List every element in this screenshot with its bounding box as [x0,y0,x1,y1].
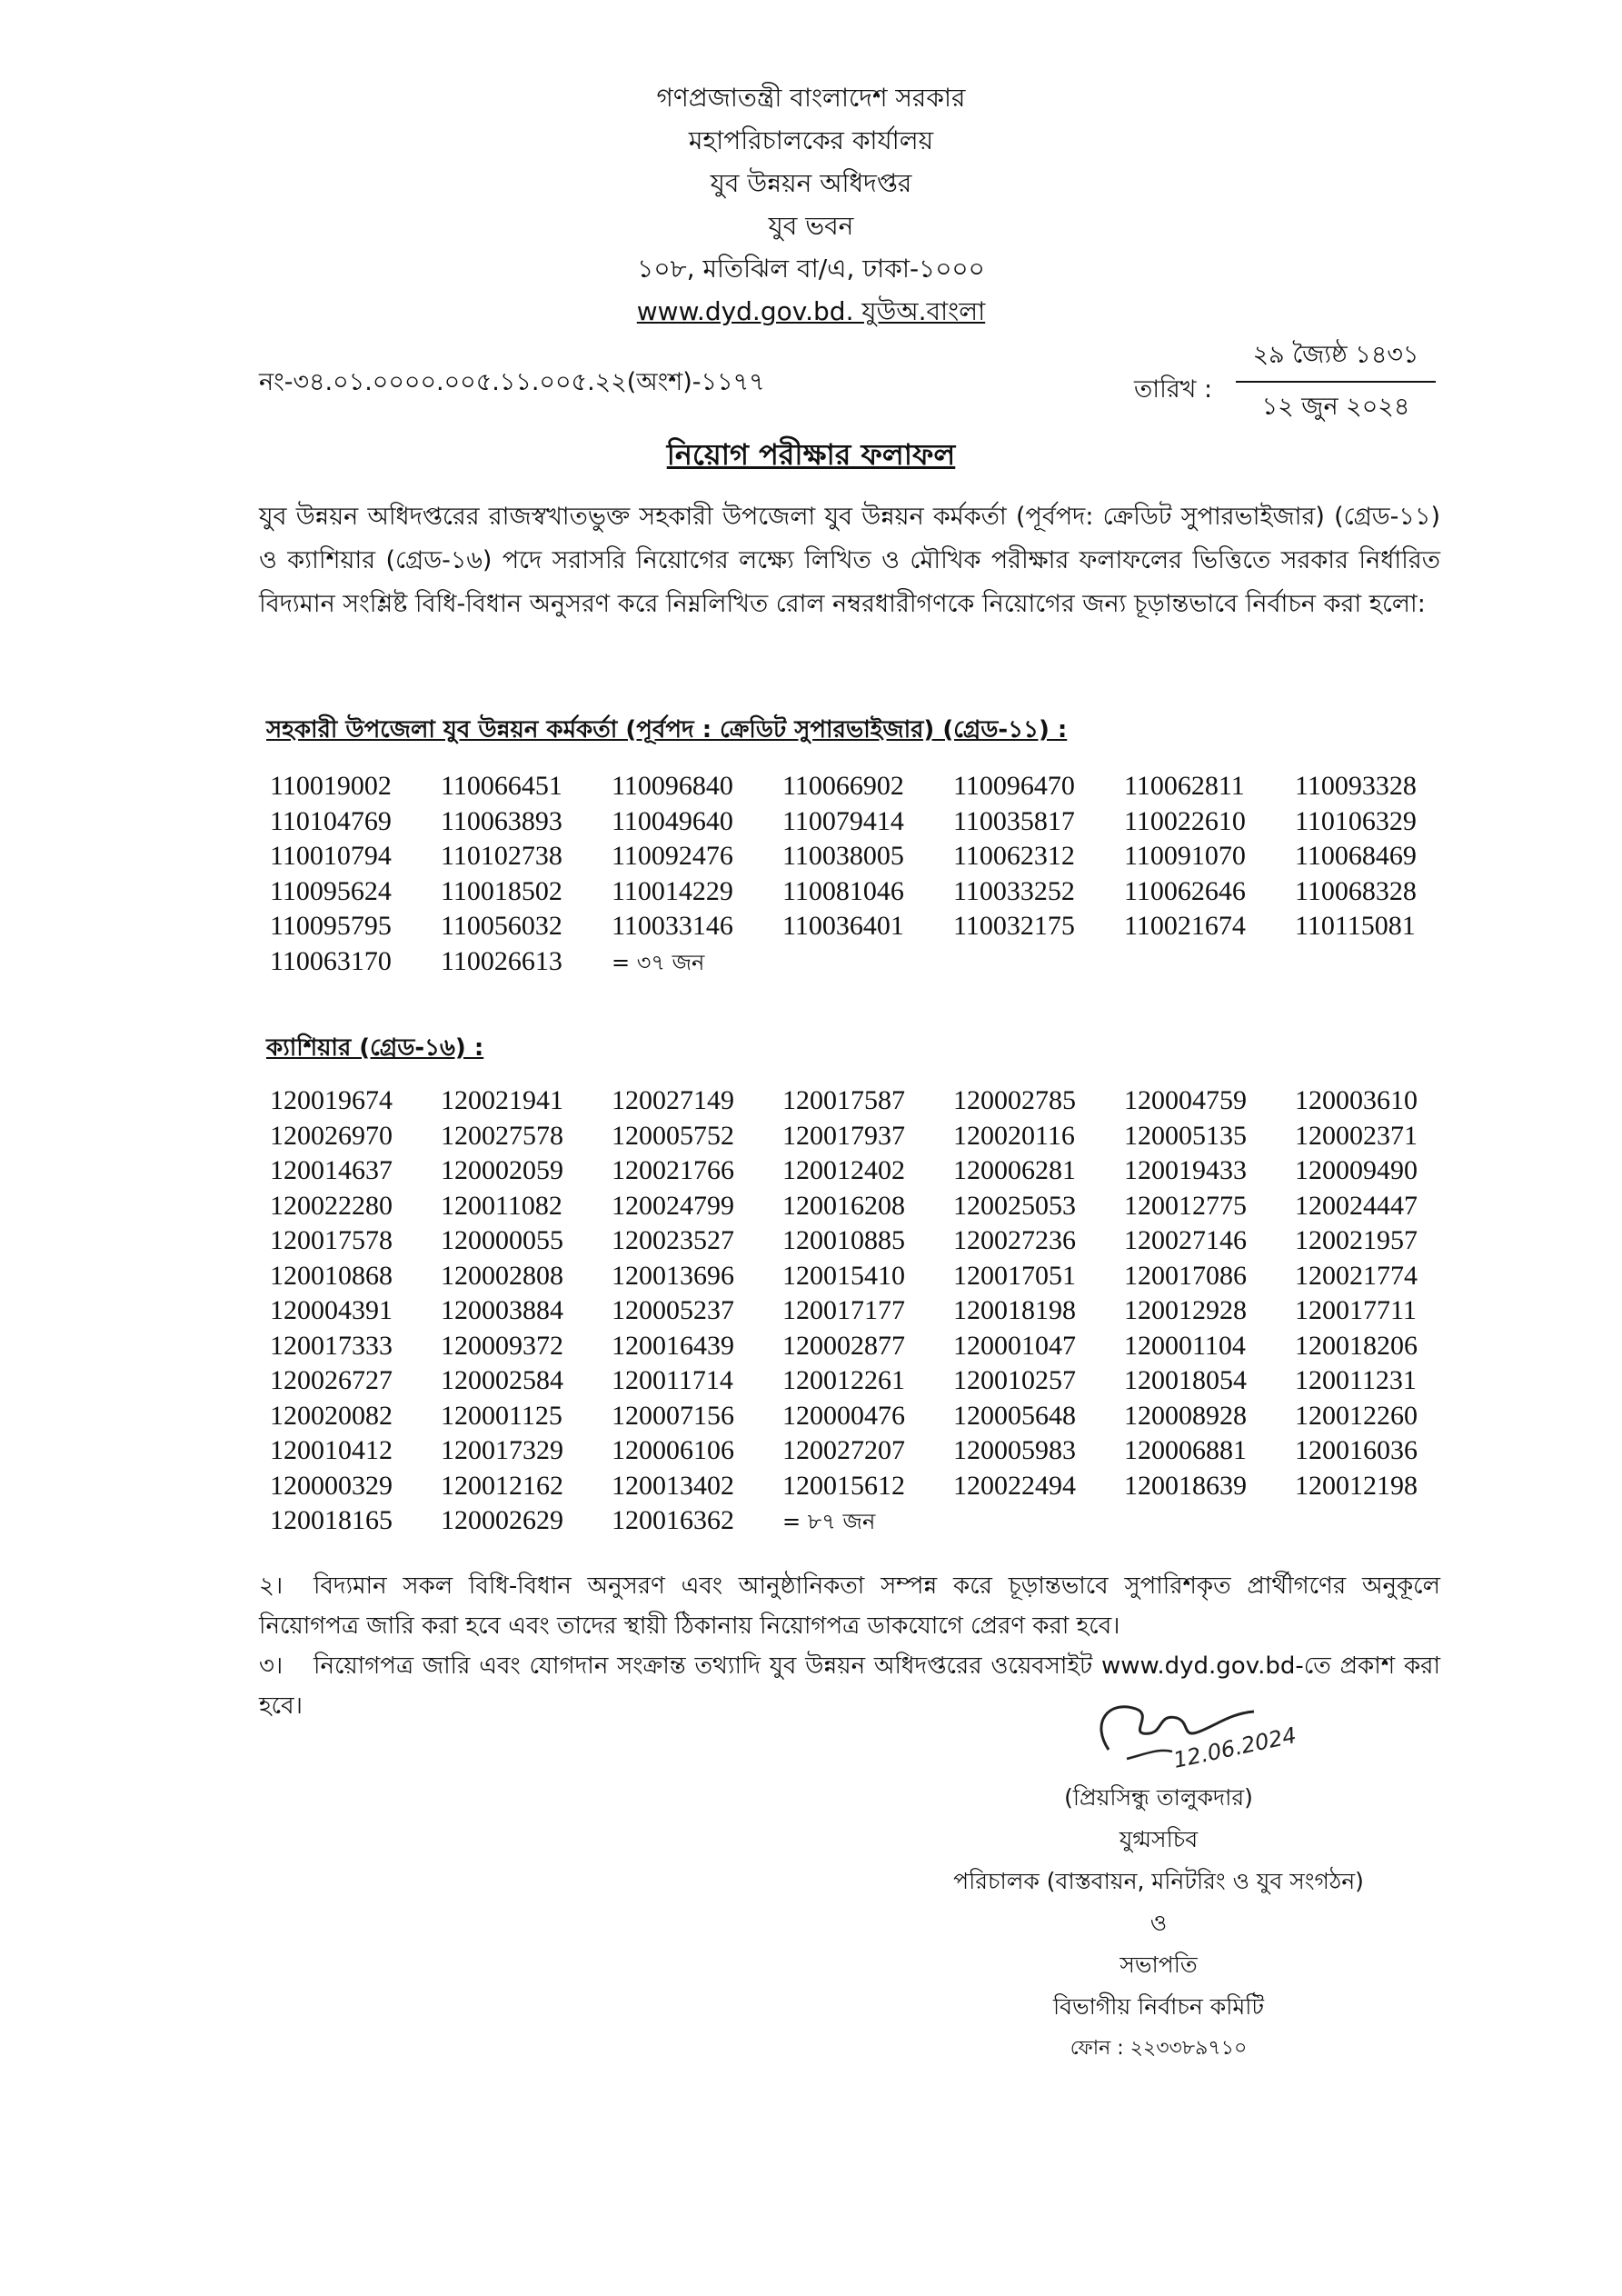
roll-row [270,946,1466,982]
date-label: তারিখ : [1134,375,1213,404]
note-text: বিদ্যমান সকল বিধি-বিধান অনুসরণ এবং আনুষ্ঠানিকতা সম্পন্ন করে চূড়ান্তভাবে সুপারিশকৃত প্রার্থীগণের অনুকূলে নিয়োগপত্র জারি করা হবে এবং তাদের স্থায়ী ঠিকানায় নিয়োগপত্র ডাকযোগে প্রেরণ করা হবে। [259,1572,1440,1640]
signatory-designation: যুগ্মসচিব [1119,1826,1199,1852]
roll-number: 110033146 [612,911,733,941]
roll-number: 120010885 [782,1225,905,1255]
roll-number: 120012162 [441,1470,563,1501]
section-1-roll-list [270,771,1466,981]
roll-number: 120001125 [441,1400,562,1431]
roll-number: 110068469 [1295,841,1417,871]
roll-number: 120012775 [1124,1190,1247,1221]
roll-number: 120015612 [782,1470,905,1501]
roll-number: 120016208 [782,1190,905,1221]
roll-row [270,1505,1466,1541]
roll-number: 120003610 [1295,1085,1418,1115]
roll-row [270,1085,1466,1121]
roll-number: 120016362 [612,1505,734,1535]
section-2-roll-list [270,1085,1466,1541]
roll-number: 120017587 [782,1085,905,1115]
roll-number: 120011714 [612,1365,733,1395]
roll-number: 120001104 [1124,1330,1246,1361]
roll-number: 110068328 [1295,875,1417,906]
roll-row [270,841,1466,876]
roll-number: 120009372 [441,1330,563,1361]
roll-number: 110062312 [953,841,1075,871]
roll-number: 110036401 [782,911,904,941]
signatory-committee: বিভাগীয় নির্বাচন কমিটি [1052,1993,1265,2020]
roll-number: 120008928 [1124,1400,1247,1431]
roll-row [270,1155,1466,1191]
roll-number: 120010868 [270,1260,393,1291]
roll-number: 110079414 [782,805,904,836]
roll-number: 120005237 [612,1295,734,1325]
roll-number: 120002059 [441,1155,563,1185]
roll-number: 120000329 [270,1470,393,1501]
roll-number: 120027236 [953,1225,1076,1255]
roll-number: 110106329 [1295,805,1417,836]
roll-row [270,1261,1466,1296]
roll-number: 120017578 [270,1225,393,1255]
office-name: মহাপরিচালকের কার্যালয় [688,125,934,155]
roll-number: 110102738 [441,841,562,871]
roll-number: 110081046 [782,875,904,906]
roll-row [270,771,1466,806]
total-count: = ৩৭ জন [612,949,705,975]
roll-number: 120012198 [1295,1470,1418,1501]
roll-number: 110093328 [1295,771,1417,801]
roll-number: 120010412 [270,1435,393,1465]
roll-row [270,1331,1466,1366]
roll-row [270,1401,1466,1436]
roll-row [270,1471,1466,1506]
note-number: ২। [259,1572,284,1600]
roll-number: 110115081 [1295,911,1416,941]
section-1-heading: সহকারী উপজেলা যুব উন্নয়ন কর্মকর্তা (পূর্বপদ : ক্রেডিট সুপারভাইজার) (গ্রেড-১১) : [266,716,1068,744]
roll-number: 120018198 [953,1295,1076,1325]
roll-number: 120006881 [1124,1435,1247,1465]
intro-paragraph: যুব উন্নয়ন অধিদপ্তরের রাজস্বখাতভুক্ত সহকারী উপজেলা যুব উন্নয়ন কর্মকর্তা (পূর্বপদ: ক্রেডিট সুপারভাইজার) (গ্রেড-১১) ও ক্যাশিয়ার (গ্রেড-১৬) পদে সরাসরি নিয়োগের লক্ষ্যে লিখিত ও মৌখিক পরীক্ষার ফলাফলের ভিত্তিতে সরকার নির্ধারিত বিদ্যমান সংশ্লিষ্ট বিধি-বিধান অনুসরণ করে নিম্নলিখিত রোল নম্বরধারীগণকে নিয়োগের জন্য চূড়ান্তভাবে নির্বাচন করা হলো: [259,503,1440,618]
total-count: = ৮৭ জন [782,1509,876,1534]
note-number: ৩। [259,1652,284,1680]
roll-number: 120027149 [612,1085,734,1115]
roll-number: 110032175 [953,911,1075,941]
roll-number: 110062646 [1124,875,1246,906]
roll-number: 120024799 [612,1190,734,1221]
roll-number: 120002371 [1295,1120,1418,1151]
roll-number: 120004391 [270,1295,393,1325]
roll-number: 120024447 [1295,1190,1418,1221]
roll-number: 120005752 [612,1120,734,1151]
roll-number: 110095795 [270,911,392,941]
roll-number: 120002629 [441,1505,563,1535]
roll-number: 120019674 [270,1085,393,1115]
roll-number: 110010794 [270,841,392,871]
roll-number: 120013696 [612,1260,734,1291]
website-link[interactable]: www.dyd.gov.bd. যুউঅ.বাংলা [636,296,986,326]
roll-number: 120002584 [441,1365,563,1395]
roll-number: 110104769 [270,805,392,836]
roll-number: 120021957 [1295,1225,1418,1255]
roll-number: 110096470 [953,771,1075,801]
roll-number: 120022280 [270,1190,393,1221]
roll-number: 120011231 [1295,1365,1417,1395]
roll-number: 120001047 [953,1330,1076,1361]
roll-number: 120002877 [782,1330,905,1361]
roll-number: 120017051 [953,1260,1076,1291]
roll-number: 120009490 [1295,1155,1418,1185]
section-2-heading: ক্যাশিয়ার (গ্রেড-১৬) : [266,1034,484,1062]
roll-number: 120011082 [441,1190,562,1221]
roll-number: 120007156 [612,1400,734,1431]
roll-number: 120017333 [270,1330,393,1361]
roll-number: 120017711 [1295,1295,1417,1325]
roll-number: 110049640 [612,805,733,836]
roll-number: 120021774 [1295,1260,1418,1291]
roll-number: 120016439 [612,1330,734,1361]
roll-number: 120000055 [441,1225,563,1255]
roll-number: 120022494 [953,1470,1076,1501]
roll-number: 120016036 [1295,1435,1418,1465]
date-english: ১২ জুন ২০২৪ [1261,393,1410,421]
roll-row [270,806,1466,842]
roll-number: 110038005 [782,841,904,871]
roll-number: 120018054 [1124,1365,1247,1395]
memo-number: নং-৩৪.০১.০০০০.০০৫.১১.০০৫.২২(অংশ)-১১৭৭ [259,368,765,396]
roll-number: 110095624 [270,875,392,906]
handwritten-signature [1072,1686,1309,1777]
roll-number: 120002785 [953,1085,1076,1115]
signatory-conjunction: ও [1149,1910,1168,1936]
roll-number: 120003884 [441,1295,563,1325]
roll-number: 120010257 [953,1365,1076,1395]
note-text: নিয়োগপত্র জারি এবং যোগদান সংক্রান্ত তথ্যাদি যুব উন্নয়ন অধিদপ্তরের ওয়েবসাইট www.dyd.gov.bd-তে প্রকাশ করা হবে। [259,1652,1440,1720]
signatory-chair: সভাপতি [1119,1952,1198,1978]
signatory-role: পরিচালক (বাস্তবায়ন, মনিটরিং ও যুব সংগঠন) [953,1868,1364,1894]
department-name: যুব উন্নয়ন অধিদপ্তর [710,168,912,198]
roll-number: 110021674 [1124,911,1246,941]
signatory-block [863,1777,1454,2070]
roll-number: 120021766 [612,1155,734,1185]
roll-number: 120019433 [1124,1155,1247,1185]
roll-number: 120026970 [270,1120,393,1151]
roll-number: 120020082 [270,1400,393,1431]
roll-row [270,1295,1466,1331]
roll-number: 120017086 [1124,1260,1247,1291]
roll-number: 120021941 [441,1085,563,1115]
roll-number: 110063170 [270,945,392,976]
roll-number: 110026613 [441,945,562,976]
roll-number: 120027578 [441,1120,563,1151]
roll-number: 110066451 [441,771,562,801]
date-bangla: ২৯ জ্যৈষ্ঠ ১৪৩১ [1236,336,1436,383]
roll-number: 120027146 [1124,1225,1247,1255]
roll-number: 120027207 [782,1435,905,1465]
roll-row [270,876,1466,912]
signatory-phone: ফোন : ২২৩৩৮৯৭১০ [1070,2037,1248,2060]
roll-number: 120005983 [953,1435,1076,1465]
roll-number: 110033252 [953,875,1075,906]
roll-number: 120026727 [270,1365,393,1395]
roll-number: 110018502 [441,875,562,906]
roll-number: 120012261 [782,1365,905,1395]
roll-number: 120000476 [782,1400,905,1431]
signature-date: 12.06.2024 [1170,1722,1299,1773]
roll-number: 120006281 [953,1155,1076,1185]
roll-number: 120017329 [441,1435,563,1465]
roll-number: 120015410 [782,1260,905,1291]
roll-number: 110014229 [612,875,733,906]
roll-number: 110092476 [612,841,733,871]
govt-name: গণপ্রজাতন্ত্রী বাংলাদেশ সরকার [656,83,966,113]
roll-number: 120018206 [1295,1330,1418,1361]
roll-number: 120012260 [1295,1400,1418,1431]
roll-number: 110035817 [953,805,1075,836]
roll-row [270,1365,1466,1401]
roll-number: 120018639 [1124,1470,1247,1501]
roll-number: 120006106 [612,1435,734,1465]
roll-number: 120002808 [441,1260,563,1291]
roll-number: 110091070 [1124,841,1246,871]
roll-number: 110019002 [270,771,392,801]
roll-number: 110066902 [782,771,904,801]
roll-number: 120020116 [953,1120,1075,1151]
signatory-name: (প্রিয়সিন্ধু তালুকদার) [1064,1784,1253,1811]
roll-number: 120023527 [612,1225,734,1255]
roll-number: 120012402 [782,1155,905,1185]
roll-row [270,911,1466,946]
roll-number: 120017177 [782,1295,905,1325]
note-item [259,1566,1440,1646]
roll-row [270,1435,1466,1471]
roll-number: 120005135 [1124,1120,1247,1151]
roll-number: 110022610 [1124,805,1246,836]
roll-number: 110063893 [441,805,562,836]
roll-number: 110056032 [441,911,562,941]
roll-number: 110062811 [1124,771,1245,801]
building-name: যুব ভবন [768,211,854,241]
roll-number: 120014637 [270,1155,393,1185]
roll-number: 110096840 [612,771,733,801]
roll-number: 120017937 [782,1120,905,1151]
roll-number: 120005648 [953,1400,1076,1431]
roll-number: 120013402 [612,1470,734,1501]
roll-row [270,1225,1466,1261]
roll-number: 120025053 [953,1190,1076,1221]
letterhead [0,76,1622,333]
roll-row [270,1191,1466,1226]
roll-number: 120004759 [1124,1085,1247,1115]
roll-number: 120012928 [1124,1295,1247,1325]
document-title: নিয়োগ পরীক্ষার ফলাফল [666,437,956,472]
roll-number: 120018165 [270,1505,393,1535]
roll-row [270,1121,1466,1156]
address: ১০৮, মতিঝিল বা/এ, ঢাকা-১০০০ [637,254,985,284]
